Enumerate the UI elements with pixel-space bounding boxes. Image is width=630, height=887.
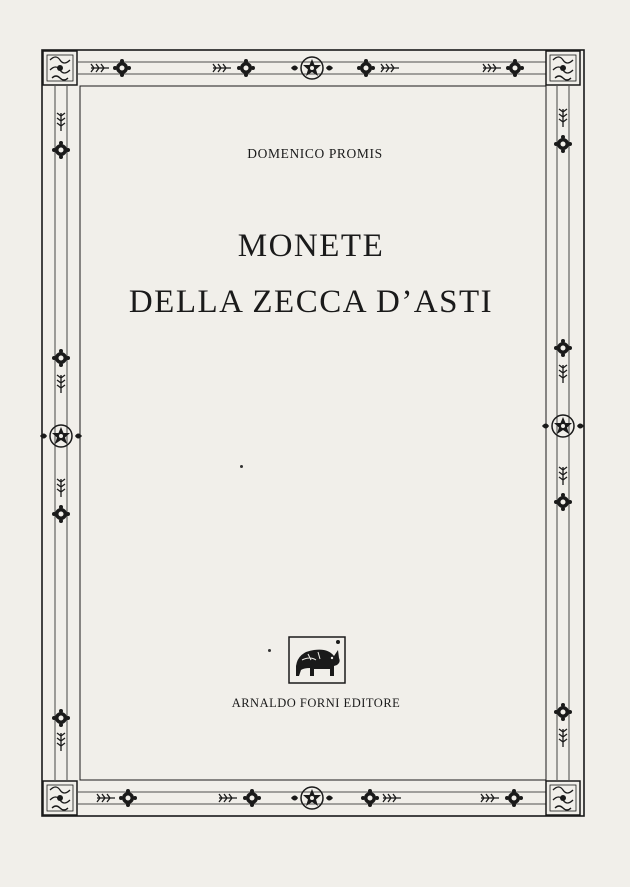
book-title-line-1: MONETE bbox=[237, 228, 385, 264]
rhinoceros-emblem-icon bbox=[288, 636, 346, 684]
paper-speck bbox=[240, 465, 243, 468]
paper-speck bbox=[268, 649, 271, 652]
book-title-line-2: DELLA ZECCA D’ASTI bbox=[128, 284, 494, 320]
publisher-name: ARNALDO FORNI EDITORE bbox=[231, 696, 401, 710]
author-name: DOMENICO PROMIS bbox=[247, 146, 383, 161]
